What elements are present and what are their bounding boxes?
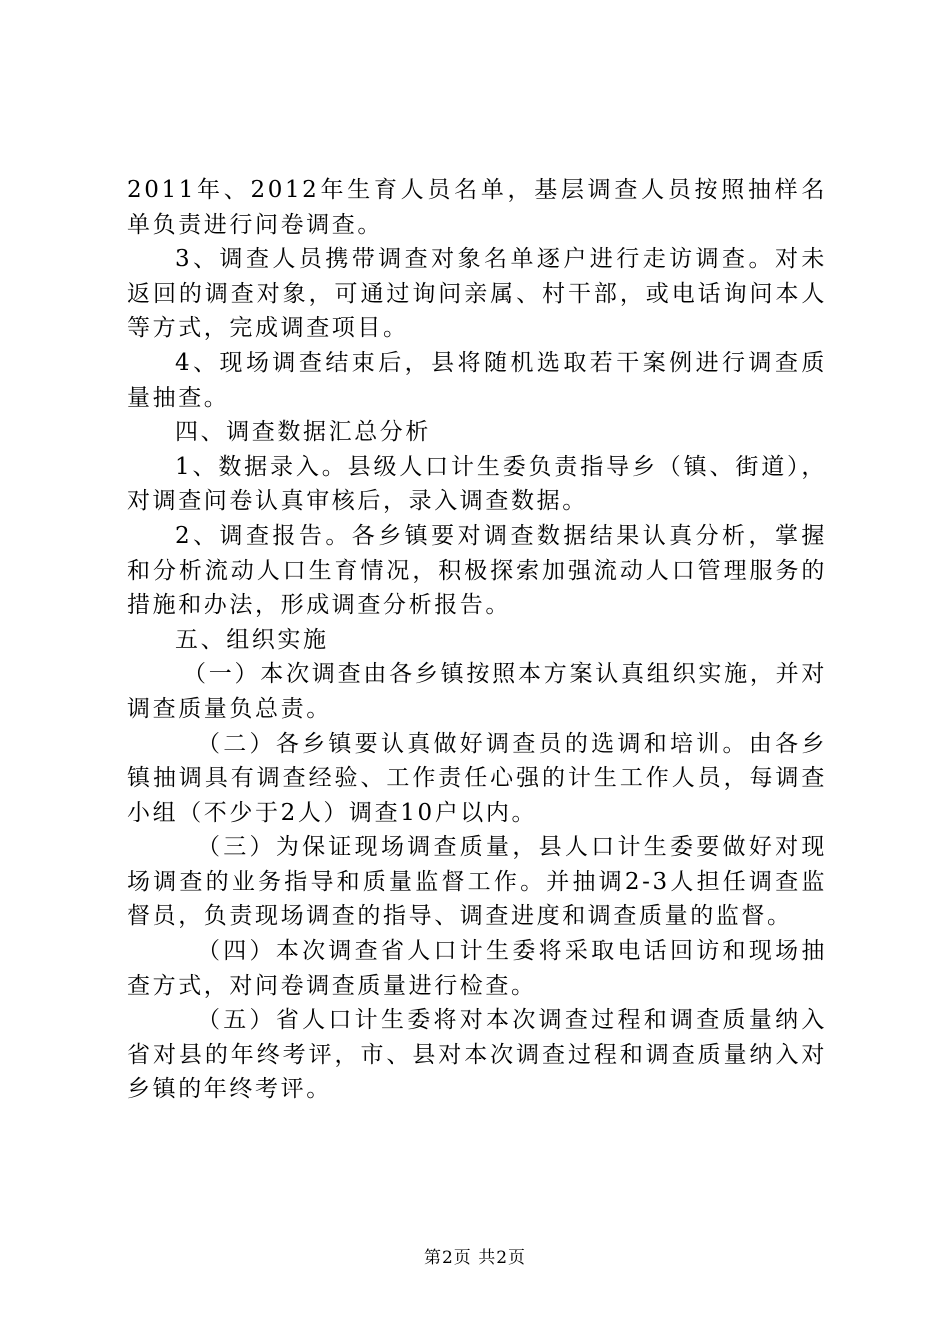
paragraph-report: 2、调查报告。各乡镇要对调查数据结果认真分析，掌握和分析流动人口生育情况，积极探索加强流动人口管理服务的措施和办法，形成调查分析报告。 [127, 522, 827, 619]
paragraph-org-1: （一）本次调查由各乡镇按照本方案认真组织实施，并对调查质量负总责。 [127, 661, 827, 722]
paragraph-data-entry: 1、数据录入。县级人口计生委负责指导乡（镇、街道），对调查问卷认真审核后，录入调查数据。 [127, 453, 827, 515]
paragraph-item-4: 4、现场调查结束后，县将随机选取若干案例进行调查质量抽查。 [127, 349, 827, 411]
section-heading-5: 五、组织实施 [175, 626, 329, 653]
paragraph-continuation: 2011年、2012年生育人员名单，基层调查人员按照抽样名单负责进行问卷调查。 [127, 177, 827, 238]
document-body [127, 173, 827, 1107]
section-heading-4: 四、调查数据汇总分析 [175, 419, 431, 446]
paragraph-org-5: （五）省人口计生委将对本次调查过程和调查质量纳入省对县的年终考评，市、县对本次调查过程和调查质量纳入对乡镇的年终考评。 [127, 1007, 827, 1103]
page-number-footer: 第2页 共2页 [423, 1248, 527, 1268]
paragraph-org-2: （二）各乡镇要认真做好调查员的选调和培训。由各乡镇抽调具有调查经验、工作责任心强的计生工作人员，每调查小组（不少于2人）调查10户以内。 [127, 730, 827, 826]
paragraph-item-3: 3、调查人员携带调查对象名单逐户进行走访调查。对未返回的调查对象，可通过询问亲属、村干部，或电话询问本人等方式，完成调查项目。 [127, 246, 827, 342]
paragraph-org-3: （三）为保证现场调查质量，县人口计生委要做好对现场调查的业务指导和质量监督工作。并抽调2-3人担任调查监督员，负责现场调查的指导、调查进度和调查质量的监督。 [127, 834, 827, 930]
paragraph-org-4: （四）本次调查省人口计生委将采取电话回访和现场抽查方式，对问卷调查质量进行检查。 [127, 938, 827, 999]
